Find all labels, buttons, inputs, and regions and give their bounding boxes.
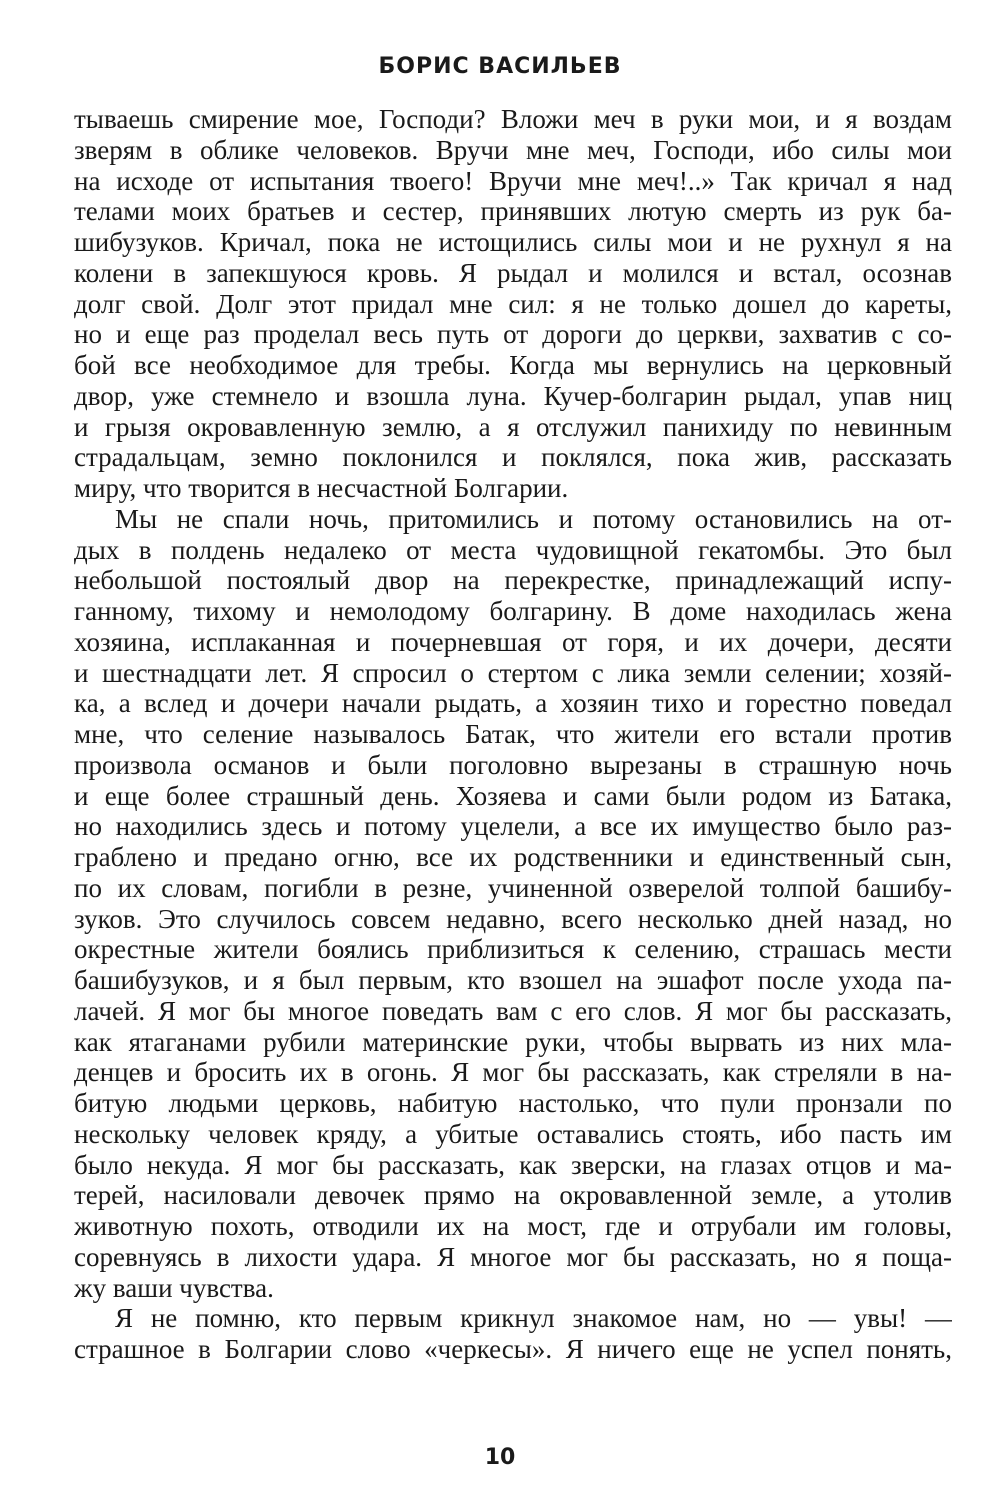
text-line: граблено и предано огню, все их родственники и единственный сын, xyxy=(74,842,952,872)
text-line: тываешь смирение мое, Господи? Вложи меч в руки мои, и я воздам xyxy=(74,104,952,134)
text-line: и еще более страшный день. Хозяева и сами были родом из Батака, xyxy=(74,780,952,811)
text-line: двор, уже стемнело и взошла луна. Кучер-болгарин рыдал, упав ниц xyxy=(74,380,952,411)
text-line: и шестнадцати лет. Я спросил о стертом с лика земли селении; хозяй- xyxy=(74,657,952,688)
text-line: зверям в облике человеков. Вручи мне меч, Господи, ибо силы мои xyxy=(74,134,952,165)
text-line: дых в полдень недалеко от места чудовищной гекатомбы. Это был xyxy=(74,534,952,565)
text-line: ка, а вслед и дочери начали рыдать, а хозяин тихо и горестно поведал xyxy=(74,688,952,719)
text-line: зуков. Это случилось совсем недавно, всего несколько дней назад, но xyxy=(74,903,952,934)
text-line: лачей. Я мог бы многое поведать вам с его слов. Я мог бы рассказать, xyxy=(74,995,952,1026)
text-line: бой все необходимое для требы. Когда мы вернулись на церковный xyxy=(74,350,952,380)
text-line: но находились здесь и потому уцелели, а все их имущество было раз- xyxy=(74,811,952,842)
text-line: и грызя окровавленную землю, а я отслужил панихиду по невинным xyxy=(74,411,952,442)
text-line: башибузуков, и я был первым, кто взошел на эшафот после ухода па- xyxy=(74,965,952,995)
text-line: шибузуков. Кричал, пока не истощились силы мои и не рухнул я на xyxy=(74,227,952,257)
text-line: страшное в Болгарии слово «черкесы». Я ничего еще не успел понять, xyxy=(74,1334,952,1364)
text-line: соревнуясь в лихости удара. Я многое мог бы рассказать, но я поща- xyxy=(74,1241,952,1272)
text-line: как ятаганами рубили материнские руки, чтобы вырвать из них мла- xyxy=(74,1026,952,1057)
running-head: БОРИС ВАСИЛЬЕВ xyxy=(378,54,622,79)
text-line: жу ваши чувства. xyxy=(74,1272,274,1303)
text-line: битую людьми церковь, набитую настолько, что пули пронзали по xyxy=(74,1088,952,1118)
paragraph xyxy=(74,1303,952,1365)
text-line: денцев и бросить их в огонь. Я мог бы рассказать, как стреляли в на- xyxy=(74,1057,952,1088)
text-line: страдальцам, земно поклонился и поклялся, пока жив, рассказать xyxy=(74,442,952,473)
text-line: окрестные жители боялись приблизиться к селению, страшась мести xyxy=(74,934,952,965)
text-line: Я не помню, кто первым крикнул знакомое нам, но — увы! — xyxy=(115,1303,952,1334)
text-line: небольшой постоялый двор на перекрестке, принадлежащий испу- xyxy=(74,565,952,596)
body-text xyxy=(74,104,952,1365)
text-line: хозяина, исплаканная и почерневшая от горя, и их дочери, десяти xyxy=(74,626,952,657)
text-line: миру, что творится в несчастной Болгарии. xyxy=(74,473,569,503)
paragraph xyxy=(74,104,952,504)
text-line: телами моих братьев и сестер, принявших лютую смерть из рук ба- xyxy=(74,196,952,227)
text-line: произвола османов и были поголовно вырезаны в страшную ночь xyxy=(74,749,952,780)
text-line: по их словам, погибли в резне, учиненной озверелой толпой башибу- xyxy=(74,872,952,903)
text-line: долг свой. Долг этот придал мне сил: я не только дошел до кареты, xyxy=(74,288,952,319)
text-line: Мы не спали ночь, притомились и потому остановились на от- xyxy=(115,503,952,534)
text-line: животную похоть, отводили их на мост, где и отрубали им головы, xyxy=(74,1211,952,1241)
text-line: на исходе от испытания твоего! Вручи мне меч!..» Так кричал я над xyxy=(74,165,952,196)
text-line: терей, насиловали девочек прямо на окровавленной земле, а утолив xyxy=(74,1180,952,1211)
text-line: колени в запекшуюся кровь. Я рыдал и молился и встал, осознав xyxy=(74,257,952,288)
text-line: ганному, тихому и немолодому болгарину. В доме находилась жена xyxy=(74,596,952,626)
text-line: было некуда. Я мог бы рассказать, как зверски, на глазах отцов и ма- xyxy=(74,1149,952,1180)
text-line: нескольку человек кряду, а убитые оставались стоять, ибо пасть им xyxy=(74,1118,952,1149)
text-line: но и еще раз проделал весь путь от дороги до церкви, захватив с со- xyxy=(74,319,952,350)
text-line: мне, что селение называлось Батак, что жители его встали против xyxy=(74,719,952,749)
page-number: 10 xyxy=(484,1445,516,1470)
paragraph xyxy=(74,504,952,1304)
